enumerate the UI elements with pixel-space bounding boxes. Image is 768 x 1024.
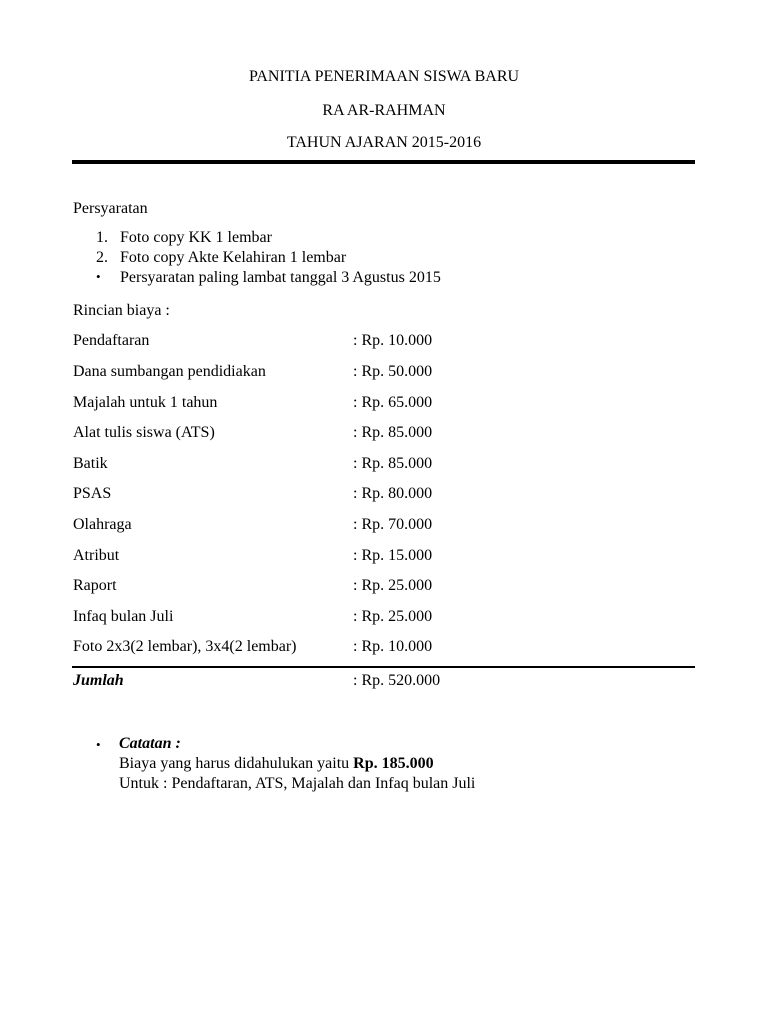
total-row — [73, 671, 695, 691]
cost-row — [73, 454, 695, 474]
cost-value: : Rp. 85.000 — [353, 424, 433, 441]
header-title: PANITIA PENERIMAAN SISWA BARU — [248, 68, 520, 85]
cost-value: : Rp. 50.000 — [353, 363, 433, 380]
cost-value: : Rp. 70.000 — [353, 516, 433, 533]
cost-value: : Rp. 25.000 — [353, 577, 433, 594]
list-number: 2. — [96, 249, 108, 266]
requirement-item — [96, 248, 346, 268]
cost-value: : Rp. 25.000 — [353, 608, 433, 625]
requirement-text: Foto copy Akte Kelahiran 1 lembar — [120, 249, 347, 266]
cost-label: Alat tulis siswa (ATS) — [73, 424, 215, 441]
cost-value: : Rp. 10.000 — [353, 638, 433, 655]
requirement-item — [96, 228, 272, 248]
cost-row — [73, 515, 695, 535]
cost-label: PSAS — [73, 485, 112, 502]
cost-row — [73, 576, 695, 596]
note-label: Catatan : — [119, 735, 181, 752]
cost-label: Pendaftaran — [73, 332, 150, 349]
cost-label: Olahraga — [73, 516, 132, 533]
cost-row — [73, 331, 695, 351]
note-line-down-payment — [119, 754, 434, 774]
cost-label: Raport — [73, 577, 117, 594]
total-label: Jumlah — [73, 672, 124, 689]
cost-value: : Rp. 65.000 — [353, 394, 433, 411]
cost-label: Batik — [73, 455, 108, 472]
note-amount: Rp. 185.000 — [353, 755, 434, 772]
bullet-icon: • — [96, 269, 101, 284]
note-line-items: Untuk : Pendaftaran, ATS, Majalah dan Infaq bulan Juli — [119, 775, 476, 792]
cost-label: Atribut — [73, 547, 120, 564]
requirement-text: Persyaratan paling lambat tanggal 3 Agustus 2015 — [120, 269, 441, 286]
cost-row — [73, 393, 695, 413]
cost-value: : Rp. 85.000 — [353, 455, 433, 472]
cost-label: Infaq bulan Juli — [73, 608, 174, 625]
total-value: : Rp. 520.000 — [353, 672, 441, 689]
header-academic-year: TAHUN AJARAN 2015-2016 — [286, 134, 482, 151]
cost-label: Dana sumbangan pendidiakan — [73, 363, 266, 380]
note-text: Biaya yang harus didahulukan yaitu — [119, 755, 354, 772]
cost-value: : Rp. 10.000 — [353, 332, 433, 349]
list-number: 1. — [96, 229, 108, 246]
cost-value: : Rp. 15.000 — [353, 547, 433, 564]
cost-row — [73, 484, 695, 504]
cost-row — [73, 637, 695, 657]
cost-row — [73, 423, 695, 443]
requirements-heading: Persyaratan — [73, 200, 148, 217]
cost-label: Foto 2x3(2 lembar), 3x4(2 lembar) — [73, 638, 297, 655]
requirement-text: Foto copy KK 1 lembar — [120, 229, 272, 246]
header-school-name: RA AR-RAHMAN — [322, 102, 446, 119]
cost-row — [73, 546, 695, 566]
cost-label: Majalah untuk 1 tahun — [73, 394, 218, 411]
cost-row — [73, 607, 695, 627]
costs-heading: Rincian biaya : — [73, 302, 170, 319]
requirement-item — [96, 268, 441, 288]
cost-row — [73, 362, 695, 382]
bullet-icon: • — [96, 737, 101, 752]
header-divider — [72, 160, 695, 164]
total-divider — [72, 666, 695, 668]
cost-value: : Rp. 80.000 — [353, 485, 433, 502]
